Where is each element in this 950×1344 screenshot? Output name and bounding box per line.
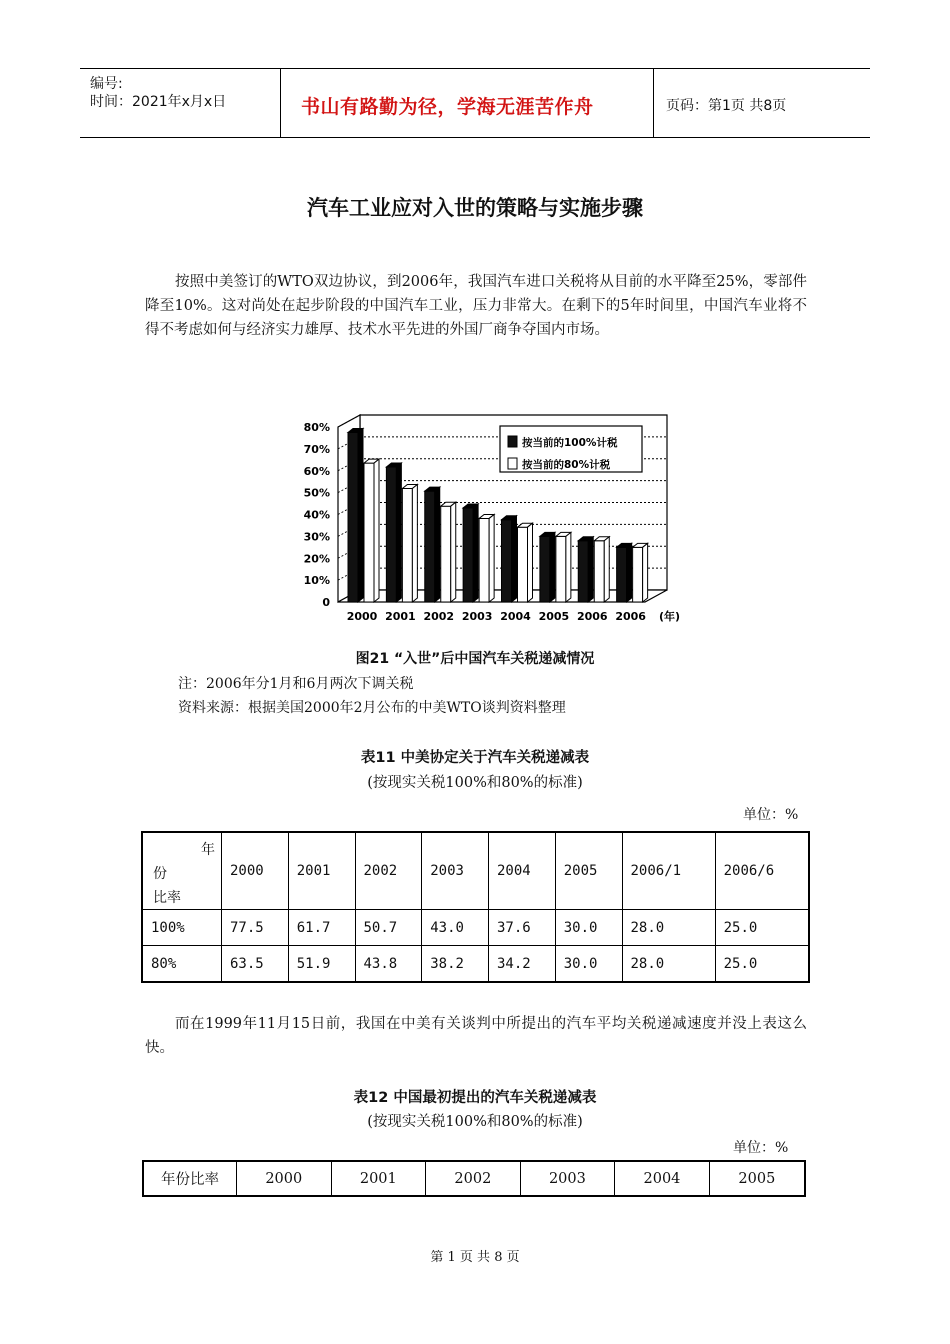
page-header bbox=[80, 68, 870, 138]
chart-bar bbox=[594, 541, 604, 602]
table-cell: 77.5 bbox=[222, 910, 289, 946]
chart-x-unit-label: (年) bbox=[659, 610, 681, 623]
chart-bar-side bbox=[374, 459, 379, 602]
paragraph-followup: 而在1999年11月15日前，我国在中美有关谈判中所提出的汽车平均关税递减速度并没上表这么快。 bbox=[145, 1016, 807, 1056]
table12-col-header: 2003 bbox=[520, 1161, 615, 1196]
table11-corner-bottom: 比率 bbox=[153, 890, 181, 906]
header-motto-cell bbox=[281, 69, 654, 137]
chart-y-tick-label: 30% bbox=[303, 530, 330, 544]
chart-bar bbox=[441, 506, 451, 602]
chart-bar-side bbox=[566, 532, 571, 602]
table12-corner-cell: 年份比率 bbox=[143, 1161, 237, 1196]
figure-source: 资料来源：根据美国2000年2月公布的中美WTO谈判资料整理 bbox=[178, 700, 566, 716]
table11-corner-cell bbox=[142, 832, 222, 910]
table-cell: 50.7 bbox=[355, 910, 422, 946]
chart-x-tick-label: 2004 bbox=[500, 610, 531, 623]
chart-bar bbox=[402, 488, 412, 602]
table11 bbox=[141, 831, 810, 983]
chart-bar bbox=[479, 518, 489, 602]
chart-y-tick-label: 40% bbox=[303, 508, 330, 522]
table11-unit: 单位：% bbox=[743, 807, 799, 823]
chart-bar bbox=[364, 463, 374, 602]
table-cell: 25.0 bbox=[715, 946, 809, 983]
table12-unit: 单位：% bbox=[733, 1140, 789, 1156]
chart-y-tick-label: 20% bbox=[303, 552, 330, 566]
table-cell: 51.9 bbox=[288, 946, 355, 983]
table-row bbox=[142, 946, 809, 983]
table-row bbox=[142, 910, 809, 946]
table11-row-label: 100% bbox=[142, 910, 222, 946]
chart-bar-side bbox=[588, 537, 593, 602]
chart-legend-label: 按当前的100%计税 bbox=[522, 437, 618, 449]
chart-bar-side bbox=[604, 537, 609, 602]
chart-x-tick-label: 2002 bbox=[423, 610, 455, 623]
chart-bar-side bbox=[412, 484, 417, 602]
chart-bar bbox=[386, 467, 396, 602]
chart-bar-side bbox=[643, 543, 648, 602]
table-cell: 38.2 bbox=[422, 946, 489, 983]
page-footer: 第 1 页 共 8 页 bbox=[430, 1250, 520, 1265]
table12-header-row bbox=[143, 1161, 805, 1196]
table12-col-header: 2002 bbox=[426, 1161, 521, 1196]
table-cell: 30.0 bbox=[555, 910, 622, 946]
chart-y-tick-label: 0 bbox=[322, 596, 330, 609]
table11-col-header: 2005 bbox=[555, 832, 622, 910]
chart-y-tick-labels bbox=[304, 421, 331, 609]
chart-x-tick-label: 2003 bbox=[461, 610, 493, 623]
chart-bar bbox=[633, 547, 643, 602]
chart-x-tick-label: 2006 bbox=[615, 610, 646, 623]
chart-bar bbox=[348, 432, 358, 602]
table12-col-header: 2001 bbox=[331, 1161, 426, 1196]
table11-corner-mid: 份 bbox=[153, 866, 167, 882]
header-motto: 书山有路勤为径，学海无涯苦作舟 bbox=[301, 96, 594, 118]
chart-bar bbox=[425, 491, 435, 602]
table11-col-header: 2003 bbox=[422, 832, 489, 910]
chart-bar-side bbox=[550, 532, 555, 602]
table11-subtitle: (按现实关税100%和80%的标准) bbox=[367, 775, 583, 791]
chart-legend bbox=[500, 426, 642, 472]
figure-caption: 图21 “入世”后中国汽车关税递减情况 bbox=[355, 651, 595, 667]
tariff-bar-chart bbox=[290, 402, 685, 642]
chart-y-tick-label: 50% bbox=[303, 486, 330, 500]
chart-bar-side bbox=[451, 502, 456, 602]
chart-x-tick-label: 2001 bbox=[385, 610, 416, 623]
chart-bar-side bbox=[528, 523, 533, 602]
chart-bar bbox=[540, 536, 550, 602]
chart-y-tick-label: 70% bbox=[303, 442, 330, 456]
header-page-info: 页码：第1页 共8页 bbox=[666, 98, 787, 114]
figure-note: 注：2006年分1月和6月两次下调关税 bbox=[178, 676, 414, 692]
chart-legend-swatch bbox=[508, 436, 517, 447]
table-cell: 30.0 bbox=[555, 946, 622, 983]
table11-col-header: 2000 bbox=[222, 832, 289, 910]
table12 bbox=[142, 1160, 806, 1197]
table11-col-header: 2004 bbox=[489, 832, 556, 910]
chart-bar bbox=[556, 536, 566, 602]
table11-col-header: 2001 bbox=[288, 832, 355, 910]
table11-col-header: 2002 bbox=[355, 832, 422, 910]
chart-x-tick-label: 2005 bbox=[538, 610, 570, 623]
page-title: 汽车工业应对入世的策略与实施步骤 bbox=[307, 196, 643, 220]
table-cell: 25.0 bbox=[715, 910, 809, 946]
table-cell: 28.0 bbox=[622, 946, 715, 983]
chart-legend-swatch bbox=[508, 458, 517, 469]
chart-bar bbox=[578, 541, 588, 602]
chart-bar-side bbox=[512, 516, 517, 602]
chart-bar-side bbox=[358, 428, 363, 602]
table11-col-header: 2006/1 bbox=[622, 832, 715, 910]
chart-x-tick-label: 2000 bbox=[346, 610, 378, 623]
chart-bar bbox=[502, 520, 512, 602]
table12-col-header: 2005 bbox=[709, 1161, 805, 1196]
time-label: 时间：2021年x月x日 bbox=[90, 94, 227, 110]
chart-x-tick-label: 2006 bbox=[576, 610, 608, 623]
chart-bar-side bbox=[435, 487, 440, 602]
table11-col-header: 2006/6 bbox=[715, 832, 809, 910]
table11-corner-top: 年 bbox=[201, 842, 215, 858]
table-cell: 37.6 bbox=[489, 910, 556, 946]
chart-legend-label: 按当前的80%计税 bbox=[522, 459, 611, 471]
chart-y-tick-label: 80% bbox=[303, 421, 330, 434]
header-meta bbox=[80, 69, 281, 137]
chart-bar-side bbox=[396, 463, 401, 602]
table11-row-label: 80% bbox=[142, 946, 222, 983]
paragraph-intro: 按照中美签订的WTO双边协议，到2006年，我国汽车进口关税将从目前的水平降至25%，零部件降至10%。这对尚处在起步阶段的中国汽车工业，压力非常大。在剩下的5年时间里，中国汽车业将不得不考虑如何与经济实力雄厚、技术水平先进的外国厂商争夺国内市场。 bbox=[145, 274, 807, 338]
chart-y-tick-label: 10% bbox=[303, 574, 330, 588]
table-cell: 61.7 bbox=[288, 910, 355, 946]
table-cell: 28.0 bbox=[622, 910, 715, 946]
table11-header-row bbox=[142, 832, 809, 910]
table11-title: 表11 中美协定关于汽车关税递减表 bbox=[360, 750, 590, 766]
table12-subtitle: (按现实关税100%和80%的标准) bbox=[367, 1114, 583, 1130]
table-cell: 43.0 bbox=[422, 910, 489, 946]
header-page-cell bbox=[654, 69, 870, 137]
chart-bar-side bbox=[627, 543, 632, 602]
number-label: 编号: bbox=[90, 76, 123, 92]
table12-title: 表12 中国最初提出的汽车关税递减表 bbox=[353, 1090, 597, 1106]
chart-bar bbox=[463, 508, 473, 602]
chart-bar-side bbox=[489, 514, 494, 602]
chart-x-tick-labels bbox=[347, 609, 680, 623]
chart-bar bbox=[518, 527, 528, 602]
table12-col-header: 2000 bbox=[237, 1161, 332, 1196]
table-cell: 34.2 bbox=[489, 946, 556, 983]
table-cell: 63.5 bbox=[222, 946, 289, 983]
chart-bar-side bbox=[473, 504, 478, 602]
chart-y-tick-label: 60% bbox=[303, 464, 330, 478]
table12-col-header: 2004 bbox=[615, 1161, 710, 1196]
chart-bar bbox=[617, 547, 627, 602]
table-cell: 43.8 bbox=[355, 946, 422, 983]
